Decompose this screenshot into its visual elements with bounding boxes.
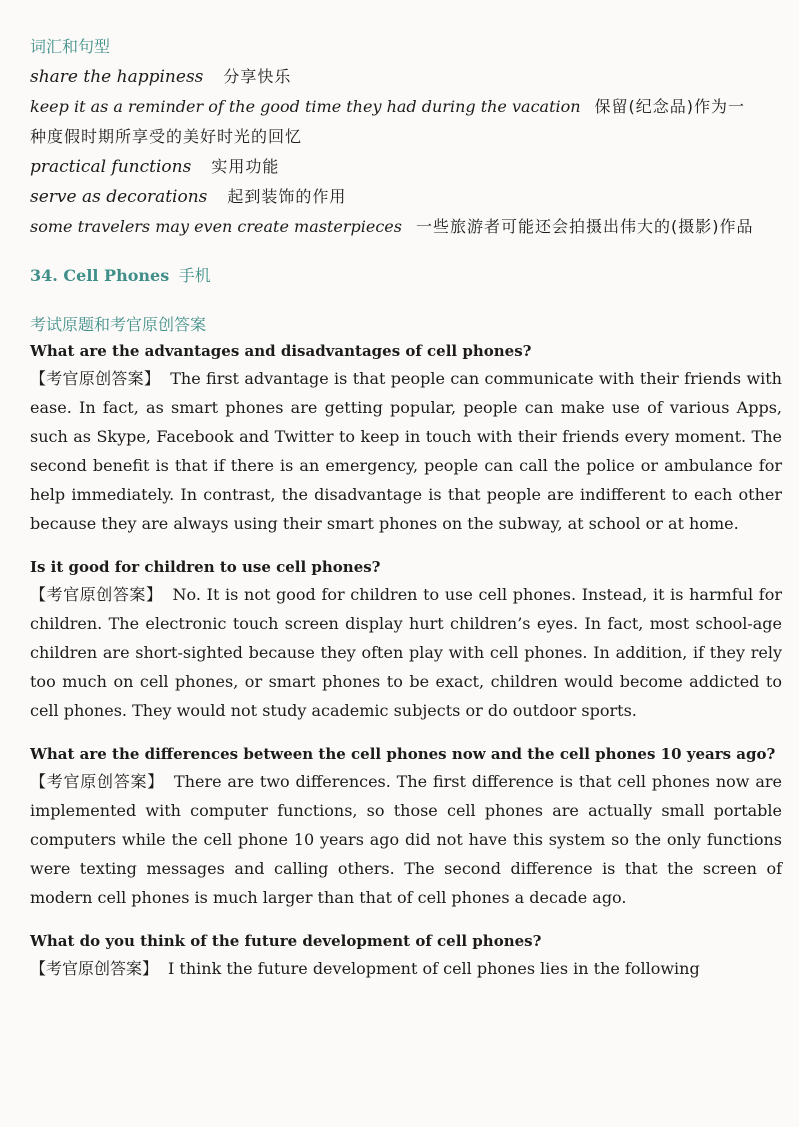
vocab-item — [30, 182, 782, 212]
vocab-zh: 分享快乐 — [223, 67, 292, 86]
topic-zh-title: 手机 — [178, 266, 211, 285]
vocab-zh: 一些旅游者可能还会拍摄出伟大的(摄影)作品 — [415, 217, 754, 236]
question: Is it good for children to use cell phones? — [30, 558, 381, 576]
vocab-item-continuation — [30, 122, 782, 152]
vocab-zh: 起到装饰的作用 — [227, 187, 347, 206]
answer — [30, 580, 782, 725]
vocab-zh: 保留(纪念品)作为一 — [594, 97, 746, 116]
qa-item — [30, 741, 782, 912]
answer-tag: 【考官原创答案】 — [30, 369, 161, 388]
vocab-en: share the happiness — [30, 67, 204, 87]
document-page — [30, 36, 782, 999]
vocab-item — [30, 212, 782, 242]
answer — [30, 364, 782, 538]
vocab-en: practical functions — [30, 157, 192, 177]
topic-title — [30, 264, 782, 288]
answer-text: The first advantage is that people can communicate with their friends with ease. In fact, as smart phones are getting popular, people can make use of various Apps, such as Skype, Facebook and Twitter to keep in touch with their friends every moment. The second benefit is that if there is an emergency, people can call the police or ambulance for help immediately. In contrast, the disadvantage is that people are indifferent to each other because they are always using their smart phones on the subway, at school or at home. — [30, 369, 782, 533]
question: What are the differences between the cell phones now and the cell phones 10 years ago? — [30, 745, 776, 763]
qa-item — [30, 338, 782, 538]
vocab-zh: 实用功能 — [211, 157, 280, 176]
answer-tag: 【考官原创答案】 — [30, 772, 165, 791]
topic-number-title: 34. Cell Phones — [30, 266, 170, 285]
vocab-item — [30, 152, 782, 182]
exam-heading: 考试原题和考官原创答案 — [30, 315, 207, 334]
vocab-item — [30, 62, 782, 92]
vocab-en: some travelers may even create masterpieces — [30, 217, 402, 236]
vocab-en: serve as decorations — [30, 187, 208, 207]
answer-text: There are two differences. The first difference is that cell phones now are implemented with computer functions, so those cell phones are actually small portable computers while the cell phone 10 years ago did not have this system so the only functions were texting messages and calling others. The second difference is that the screen of modern cell phones is much larger than that of cell phones a decade ago. — [30, 772, 782, 907]
answer — [30, 954, 782, 983]
vocab-heading: 词汇和句型 — [30, 37, 111, 56]
answer-tag: 【考官原创答案】 — [30, 959, 159, 978]
qa-item — [30, 928, 782, 983]
qa-list — [30, 338, 782, 983]
question: What are the advantages and disadvantages of cell phones? — [30, 342, 532, 360]
answer-text: No. It is not good for children to use cell phones. Instead, it is harmful for children. The electronic touch screen display hurt children’s eyes. In fact, most school-age children are short-sighted because they often play with cell phones. In addition, if they rely too much on cell phones, or smart phones to be exact, children would become addicted to cell phones. They would not study academic subjects or do outdoor sports. — [30, 585, 782, 720]
answer-text: I think the future development of cell phones lies in the following — [168, 959, 700, 978]
vocab-item — [30, 92, 782, 122]
answer — [30, 767, 782, 912]
vocab-en: keep it as a reminder of the good time they had during the vacation — [30, 97, 581, 116]
vocab-list — [30, 62, 782, 242]
vocab-zh: 种度假时期所享受的美好时光的回忆 — [30, 127, 303, 146]
question: What do you think of the future development of cell phones? — [30, 932, 542, 950]
answer-tag: 【考官原创答案】 — [30, 585, 163, 604]
qa-item — [30, 554, 782, 725]
